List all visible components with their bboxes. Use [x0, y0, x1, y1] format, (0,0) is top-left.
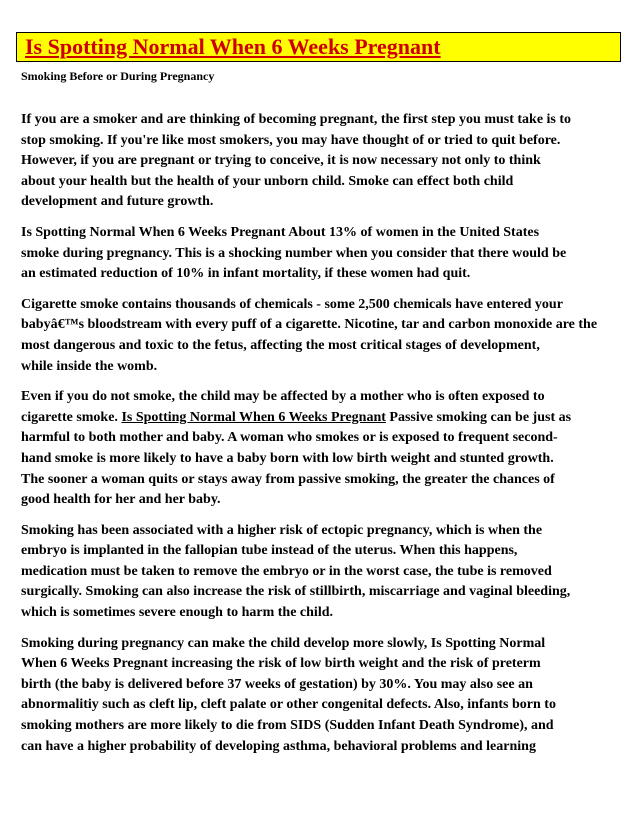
text-line: most dangerous and toxic to the fetus, affecting the most critical stages of development, [21, 337, 540, 353]
text-line: Even if you do not smoke, the child may be affected by a mother who is often exposed to [21, 389, 545, 405]
text-line: development and future growth. [21, 194, 214, 210]
text-line: good health for her and her baby. [21, 492, 221, 508]
text-line: stop smoking. If you're like most smokers, you may have thought of or tried to quit before. [21, 132, 561, 148]
text-line: If you are a smoker and are thinking of becoming pregnant, the first step you must take is to [21, 112, 572, 127]
text-line: medication must be taken to remove the embryo or in the worst case, the tube is removed [21, 563, 552, 579]
text-line: However, if you are pregnant or trying to conceive, it is now necessary not only to think [21, 153, 541, 169]
text-line: babyâ€™s bloodstream with every puff of a cigarette. Nicotine, tar and carbon monoxide are the [21, 317, 598, 333]
text-line: Smoking during pregnancy can make the child develop more slowly, Is Spotting Normal [21, 635, 546, 651]
paragraph-2 [21, 223, 638, 285]
text-line: can have a higher probability of developing asthma, behavioral problems and learning [21, 738, 536, 754]
title-banner [16, 32, 621, 62]
paragraph-5 [21, 521, 638, 624]
paragraph-4 [21, 387, 638, 511]
page-title[interactable]: Is Spotting Normal When 6 Weeks Pregnant [25, 34, 441, 59]
text-segment: Passive smoking can be just as [385, 409, 572, 425]
text-line: Is Spotting Normal When 6 Weeks Pregnant About 13% of women in the United States [21, 224, 540, 240]
paragraph-1 [21, 110, 638, 213]
text-line: smoke during pregnancy. This is a shocking number when you consider that there would be [21, 245, 567, 261]
text-line: while inside the womb. [21, 358, 158, 374]
text-line: When 6 Weeks Pregnant increasing the risk of low birth weight and the risk of preterm [21, 656, 541, 672]
text-line: which is sometimes severe enough to harm the child. [21, 605, 333, 621]
text-line: birth (the baby is delivered before 37 weeks of gestation) by 30%. You may also see an [21, 676, 533, 692]
text-line: embryo is implanted in the fallopian tube instead of the uterus. When this happens, [21, 543, 518, 559]
text-line: surgically. Smoking can also increase the risk of stillbirth, miscarriage and vaginal bleeding, [21, 584, 571, 600]
inline-title-link[interactable]: Is Spotting Normal When 6 Weeks Pregnant [121, 409, 386, 425]
text-line: about your health but the health of your unborn child. Smoke can effect both child [21, 173, 514, 189]
text-line: harmful to both mother and baby. A woman who smokes or is exposed to frequent second- [21, 430, 558, 446]
page-subtitle: Smoking Before or During Pregnancy [21, 69, 215, 83]
article-body [21, 110, 638, 767]
text-segment: cigarette smoke. [21, 409, 122, 425]
text-line: Cigarette smoke contains thousands of chemicals - some 2,500 chemicals have entered your [21, 296, 563, 312]
text-line: an estimated reduction of 10% in infant mortality, if these women had quit. [21, 266, 471, 282]
paragraph-3 [21, 295, 638, 377]
text-line: abnormalitiy such as cleft lip, cleft palate or other congenital defects. Also, infants born to [21, 697, 556, 713]
text-line: hand smoke is more likely to have a baby born with low birth weight and stunted growth. [21, 450, 554, 466]
text-line: smoking mothers are more likely to die from SIDS (Sudden Infant Death Syndrome), and [21, 718, 554, 734]
text-line: The sooner a woman quits or stays away from passive smoking, the greater the chances of [21, 471, 555, 487]
text-line-with-link [21, 408, 638, 429]
text-line: Smoking has been associated with a higher risk of ectopic pregnancy, which is when the [21, 522, 543, 538]
paragraph-6 [21, 634, 638, 758]
